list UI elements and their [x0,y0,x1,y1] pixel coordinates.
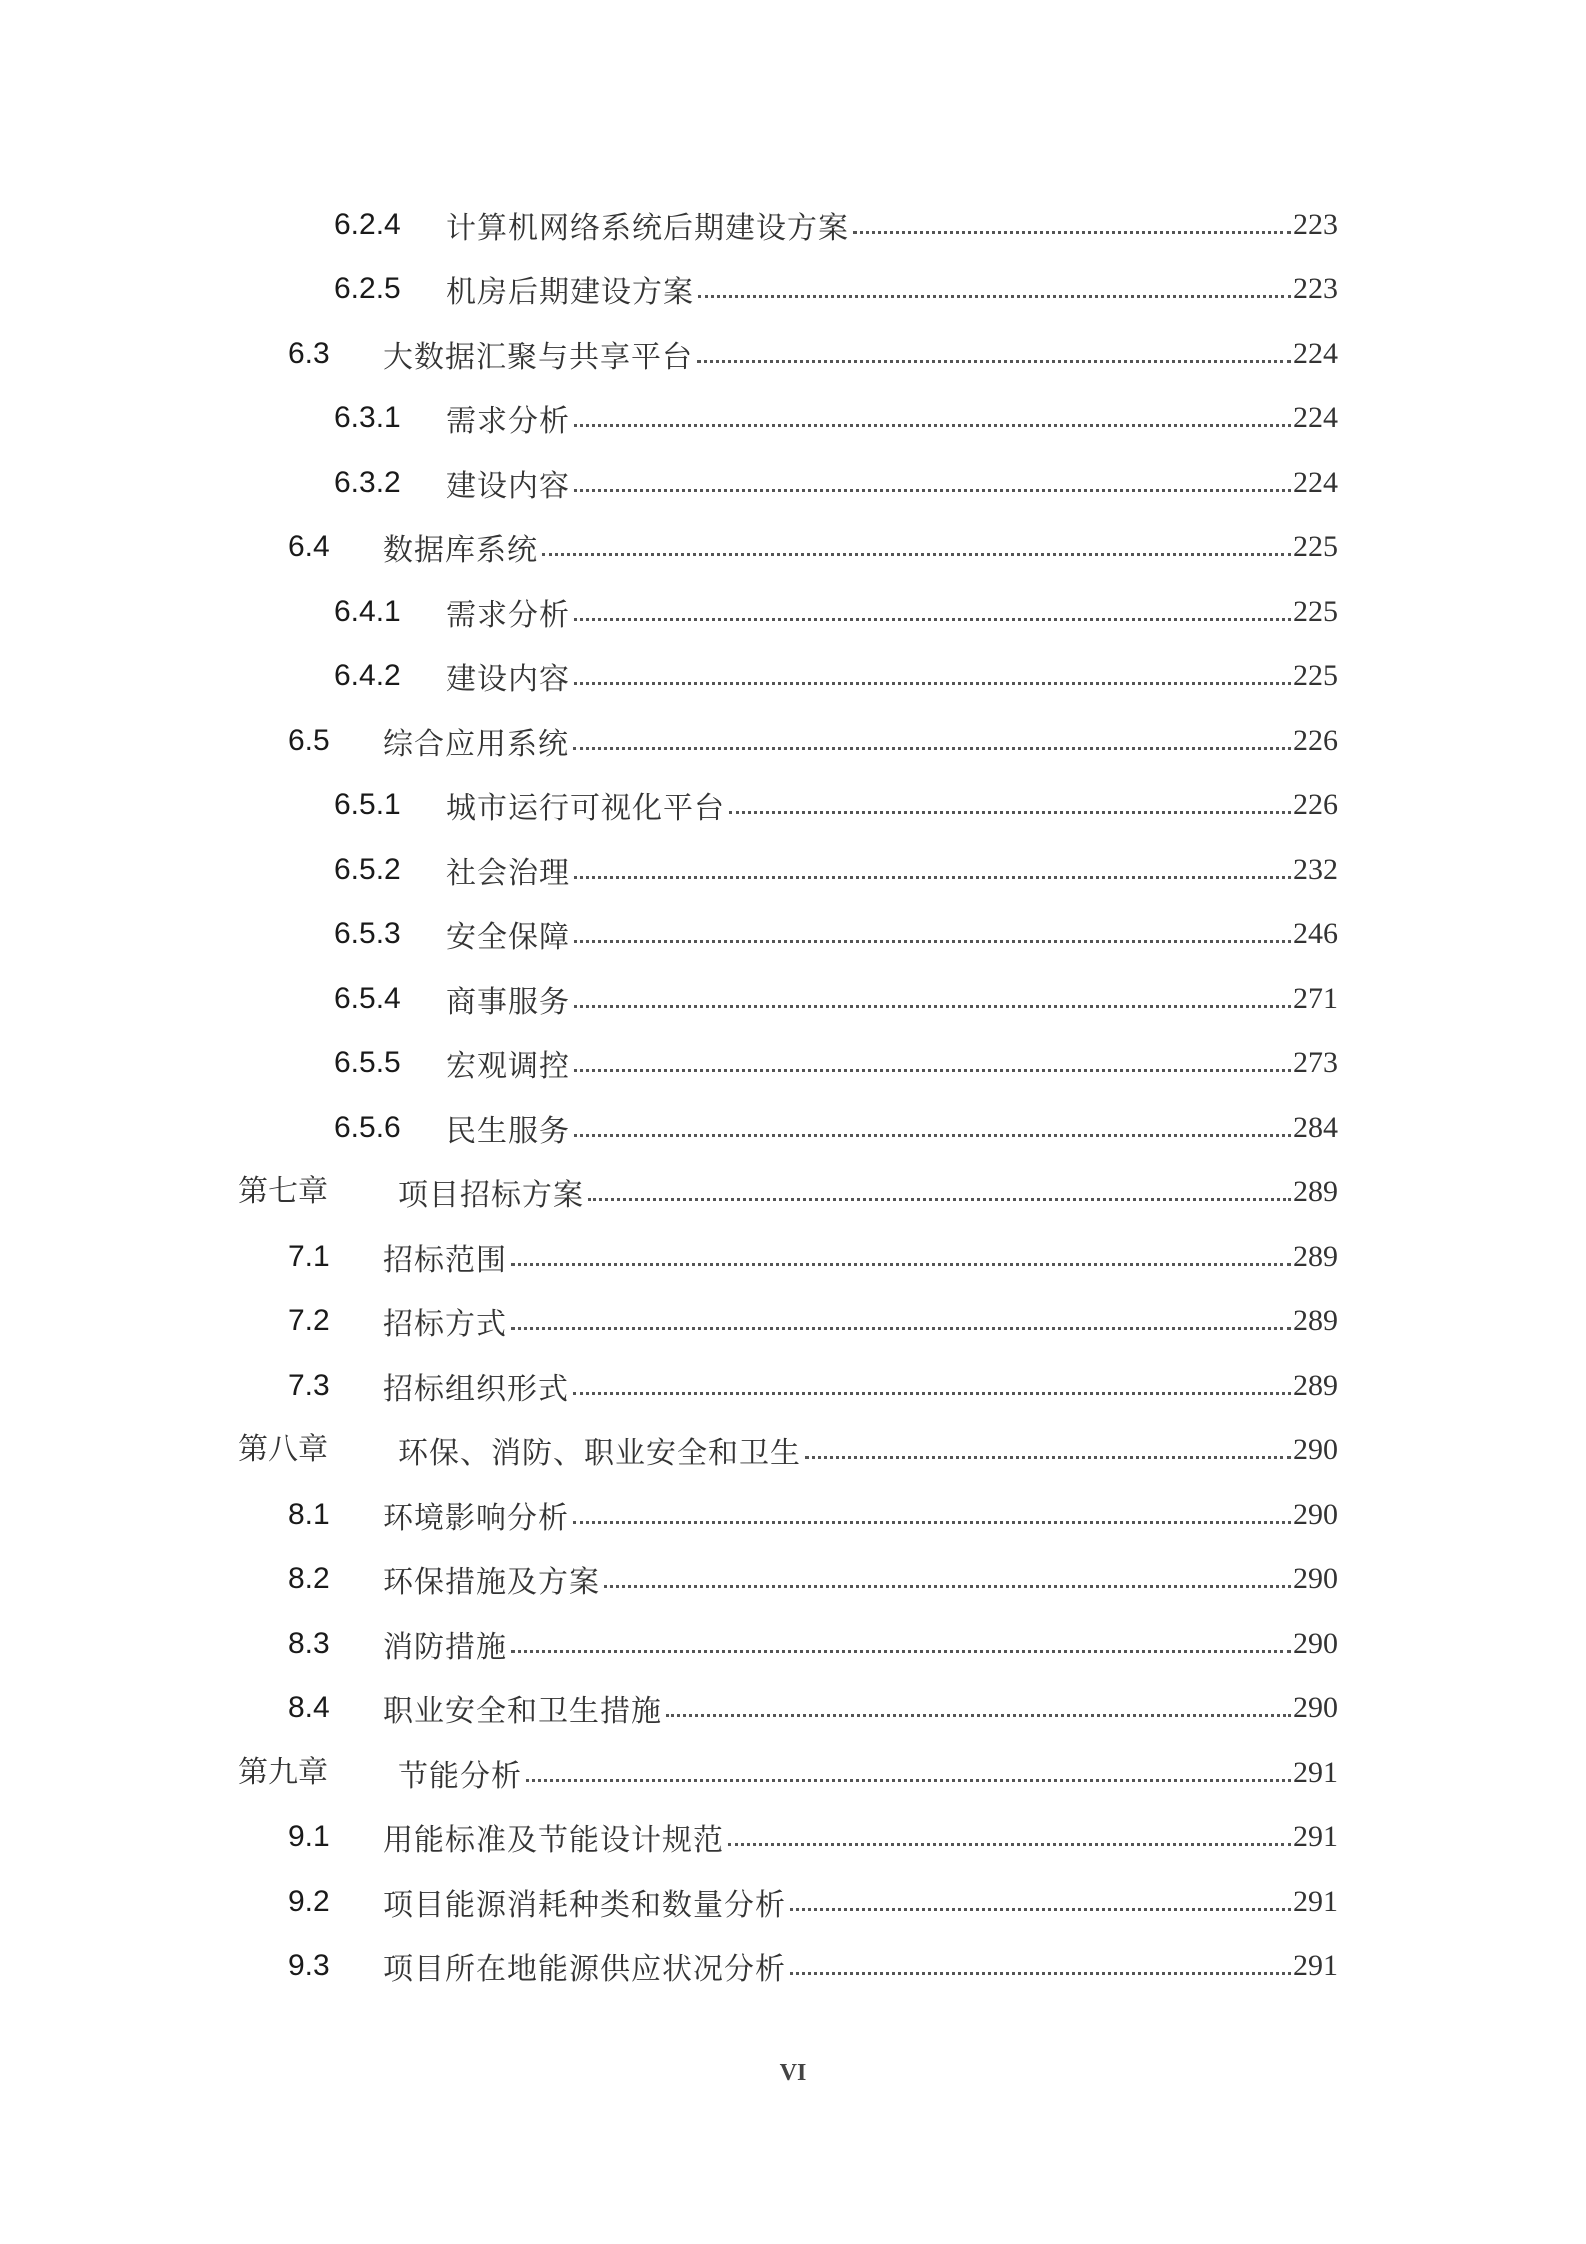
toc-entry-page: 289 [1293,1304,1338,1337]
toc-entry[interactable] [0,845,1586,895]
toc-entry[interactable] [0,264,1586,314]
toc-entry-number: 6.4 [288,530,330,563]
toc-entry[interactable] [0,1812,1586,1862]
toc-entry-title: 项目能源消耗种类和数量分析 [383,1888,786,1923]
dot-leader [511,1650,1291,1653]
toc-entry-page: 224 [1293,401,1338,434]
toc-entry-title: 环保措施及方案 [383,1565,600,1600]
toc-entry[interactable] [0,458,1586,508]
dot-leader [573,747,1291,750]
dot-leader [511,1327,1291,1330]
toc-entry-number: 第七章 [238,1174,328,1209]
toc-entry-title: 综合应用系统 [383,727,569,762]
dot-leader [574,1069,1291,1072]
toc-entry-title: 节能分析 [398,1759,522,1794]
dot-leader [574,1005,1291,1008]
dot-leader [698,295,1291,298]
toc-entry-title: 安全保障 [446,920,570,955]
toc-entry-title: 招标方式 [383,1307,507,1342]
toc-entry[interactable] [0,587,1586,637]
toc-entry-number: 9.3 [288,1949,330,1982]
toc-entry-number: 8.1 [288,1498,330,1531]
dot-leader [574,940,1291,943]
toc-entry-number: 第八章 [238,1432,328,1467]
toc-entry-number: 6.3.2 [334,466,401,499]
toc-entry[interactable] [0,522,1586,572]
toc-entry[interactable] [0,1877,1586,1927]
toc-entry-number: 9.2 [288,1885,330,1918]
dot-leader [853,231,1291,234]
toc-entry[interactable] [0,1554,1586,1604]
toc-entry[interactable] [0,1619,1586,1669]
toc-entry-number: 6.5.5 [334,1046,401,1079]
toc-entry-page: 224 [1293,337,1338,370]
toc-entry-title: 职业安全和卫生措施 [383,1694,662,1729]
toc-entry[interactable] [0,1683,1586,1733]
toc-entry-page: 284 [1293,1111,1338,1144]
toc-entry[interactable] [0,393,1586,443]
dot-leader [573,1521,1291,1524]
dot-leader [604,1585,1291,1588]
toc-entry-number: 第九章 [238,1755,328,1790]
toc-entry-number: 6.4.2 [334,659,401,692]
dot-leader [588,1198,1291,1201]
toc-entry-page: 273 [1293,1046,1338,1079]
toc-entry-page: 290 [1293,1433,1338,1466]
toc-entry[interactable] [0,651,1586,701]
toc-entry[interactable] [0,974,1586,1024]
toc-entry-title: 用能标准及节能设计规范 [383,1823,724,1858]
toc-entry[interactable] [0,780,1586,830]
toc-entry-page: 291 [1293,1949,1338,1982]
toc-entry-page: 225 [1293,530,1338,563]
toc-entry[interactable] [0,716,1586,766]
toc-entry[interactable] [0,1361,1586,1411]
dot-leader [805,1456,1291,1459]
toc-entry-title: 建设内容 [446,662,570,697]
toc-entry-page: 289 [1293,1369,1338,1402]
dot-leader [526,1779,1291,1782]
toc-entry-page: 232 [1293,853,1338,886]
toc-entry-number: 6.3.1 [334,401,401,434]
toc-entry-number: 7.1 [288,1240,330,1273]
dot-leader [573,1392,1291,1395]
toc-entry-number: 6.4.1 [334,595,401,628]
dot-leader [574,618,1291,621]
toc-entry-page: 291 [1293,1820,1338,1853]
dot-leader [542,553,1291,556]
toc-entry-number: 6.5.4 [334,982,401,1015]
toc-entry-title: 消防措施 [383,1630,507,1665]
toc-entry[interactable] [0,1490,1586,1540]
toc-entry-title: 城市运行可视化平台 [446,791,725,826]
toc-entry-page: 290 [1293,1498,1338,1531]
toc-entry-title: 项目所在地能源供应状况分析 [383,1952,786,1987]
toc-entry-number: 6.2.5 [334,272,401,305]
toc-entry-title: 环保、消防、职业安全和卫生 [398,1436,801,1471]
toc-entry-number: 6.5.3 [334,917,401,950]
dot-leader [574,424,1291,427]
toc-entry-number: 9.1 [288,1820,330,1853]
toc-entry-page: 225 [1293,595,1338,628]
toc-entry[interactable] [0,909,1586,959]
toc-entry-title: 招标组织形式 [383,1372,569,1407]
toc-entry-title: 商事服务 [446,985,570,1020]
toc-entry[interactable] [0,329,1586,379]
dot-leader [790,1972,1291,1975]
toc-entry-page: 223 [1293,272,1338,305]
dot-leader [729,811,1291,814]
toc-entry-page: 290 [1293,1562,1338,1595]
toc-entry-title: 建设内容 [446,469,570,504]
toc-entry-number: 7.3 [288,1369,330,1402]
toc-entry-number: 7.2 [288,1304,330,1337]
toc-entry-number: 6.5.2 [334,853,401,886]
page-number-footer: VI [779,2060,807,2086]
toc-entry-number: 8.3 [288,1627,330,1660]
toc-entry[interactable] [0,1103,1586,1153]
toc-entry-number: 6.5.6 [334,1111,401,1144]
toc-entry-title: 招标范围 [383,1243,507,1278]
toc-entry-title: 需求分析 [446,404,570,439]
toc-entry-number: 8.2 [288,1562,330,1595]
toc-entry-page: 291 [1293,1885,1338,1918]
toc-entry-title: 需求分析 [446,598,570,633]
dot-leader [790,1908,1291,1911]
toc-entry-number: 6.3 [288,337,330,370]
dot-leader [574,682,1291,685]
toc-entry-page: 290 [1293,1691,1338,1724]
toc-entry-number: 6.5 [288,724,330,757]
toc-entry-page: 290 [1293,1627,1338,1660]
dot-leader [697,360,1291,363]
dot-leader [574,489,1291,492]
toc-entry-page: 271 [1293,982,1338,1015]
toc-entry-page: 225 [1293,659,1338,692]
toc-chapter-entry[interactable] [0,1748,1586,1798]
toc-entry-page: 289 [1293,1240,1338,1273]
toc-entry-title: 数据库系统 [383,533,538,568]
toc-chapter-entry[interactable] [0,1167,1586,1217]
toc-entry[interactable] [0,1941,1586,1991]
toc-entry-title: 民生服务 [446,1114,570,1149]
toc-entry-title: 社会治理 [446,856,570,891]
dot-leader [728,1843,1291,1846]
toc-entry-number: 6.2.4 [334,208,401,241]
toc-entry-page: 224 [1293,466,1338,499]
toc-entry-title: 环境影响分析 [383,1501,569,1536]
toc-entry-title: 大数据汇聚与共享平台 [383,340,693,375]
toc-entry-page: 246 [1293,917,1338,950]
toc-entry-title: 项目招标方案 [398,1178,584,1213]
toc-entry-title: 宏观调控 [446,1049,570,1084]
dot-leader [574,876,1291,879]
dot-leader [574,1134,1291,1137]
toc-entry-page: 291 [1293,1756,1338,1789]
toc-chapter-entry[interactable] [0,1425,1586,1475]
toc-entry[interactable] [0,1296,1586,1346]
dot-leader [666,1714,1291,1717]
toc-entry-title: 计算机网络系统后期建设方案 [446,211,849,246]
dot-leader [511,1263,1291,1266]
toc-entry-page: 226 [1293,788,1338,821]
toc-entry-title: 机房后期建设方案 [446,275,694,310]
toc-entry[interactable] [0,1232,1586,1282]
toc-entry-page: 226 [1293,724,1338,757]
toc-entry-number: 6.5.1 [334,788,401,821]
toc-entry[interactable] [0,200,1586,250]
toc-entry-number: 8.4 [288,1691,330,1724]
toc-entry[interactable] [0,1038,1586,1088]
toc-entry-page: 289 [1293,1175,1338,1208]
toc-entry-page: 223 [1293,208,1338,241]
